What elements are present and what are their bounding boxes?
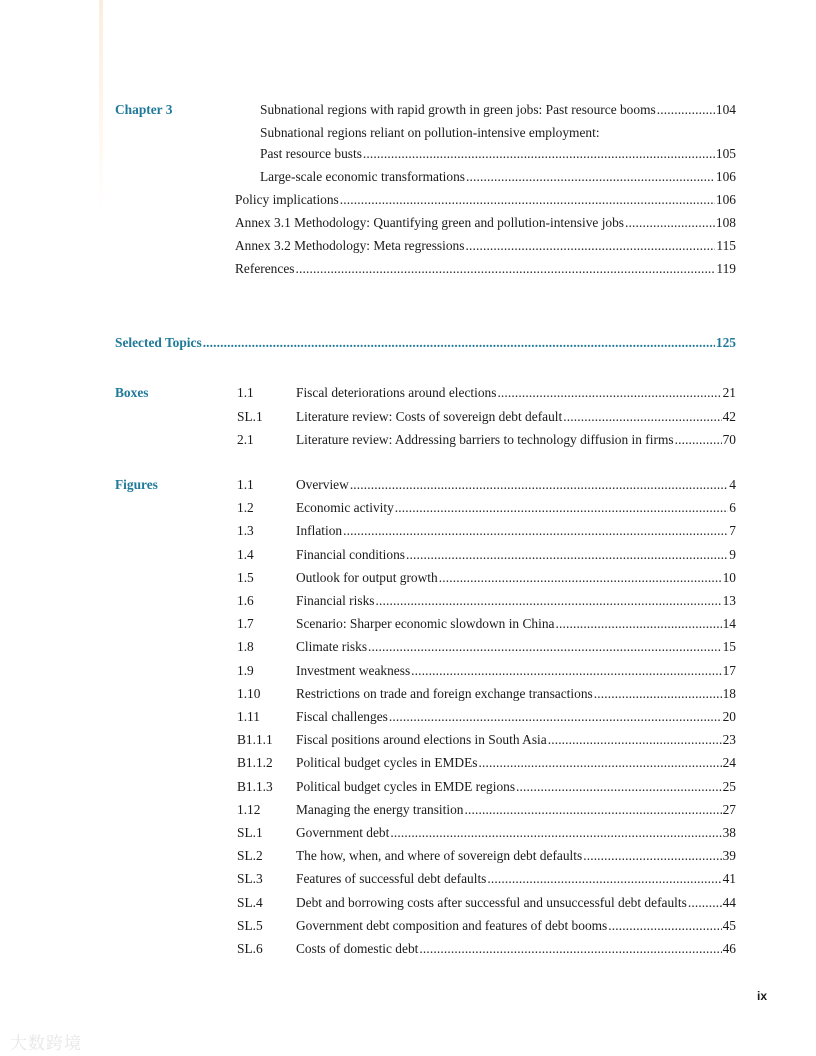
toc-entry[interactable]: [260, 102, 736, 118]
toc-entry-page: 119: [716, 261, 736, 276]
toc-entry-title: Restrictions on trade and foreign exchange transactions: [296, 685, 593, 701]
toc-entry[interactable]: [296, 523, 736, 539]
toc-entry-title: Financial risks: [296, 593, 375, 608]
toc-entry-title: Fiscal deteriorations around elections: [296, 385, 497, 400]
toc-entry-title: Debt and borrowing costs after successful and unsuccessful debt defaults: [296, 894, 687, 910]
entry-number: 1.12: [237, 801, 261, 817]
toc-entry[interactable]: [296, 755, 736, 771]
toc-entry[interactable]: [296, 570, 736, 586]
toc-entry[interactable]: [235, 192, 736, 208]
toc-entry[interactable]: [296, 686, 736, 702]
toc-entry-page: 18: [722, 685, 736, 701]
leader-dots: [390, 825, 721, 841]
toc-entry[interactable]: [296, 941, 736, 957]
page-number: ix: [756, 989, 767, 1003]
entry-number: 1.4: [237, 546, 254, 562]
toc-entry[interactable]: [296, 802, 736, 818]
entry-number: SL.4: [237, 894, 263, 910]
watermark: 大数跨境: [10, 1034, 82, 1054]
figures-label: Figures: [115, 477, 158, 492]
toc-entry-title: Government debt: [296, 825, 390, 840]
toc-entry-title: Subnational regions with rapid growth in green jobs: Past resource booms: [260, 102, 656, 117]
toc-entry[interactable]: [296, 616, 736, 632]
toc-entry-title: Fiscal positions around elections in South Asia: [296, 732, 547, 748]
leader-dots: [340, 192, 715, 208]
leader-dots: [594, 686, 722, 702]
toc-entry-title: Political budget cycles in EMDEs: [296, 755, 478, 771]
leader-dots: [439, 570, 722, 586]
toc-entry[interactable]: [296, 825, 736, 841]
toc-entry-title: Past resource busts: [260, 146, 362, 161]
toc-entry-title: Policy implications: [235, 192, 339, 207]
leader-dots: [389, 709, 722, 725]
leader-dots: [563, 409, 721, 425]
toc-entry[interactable]: [235, 215, 736, 231]
leader-dots: [464, 802, 721, 818]
entry-number: 1.11: [237, 709, 260, 724]
toc-entry-title: Annex 3.1 Methodology: Quantifying green and pollution-intensive jobs: [235, 215, 625, 230]
leader-dots: [203, 335, 715, 351]
toc-entry[interactable]: [296, 871, 736, 887]
entry-number: 1.7: [237, 616, 254, 632]
toc-entry-title: Financial conditions: [296, 546, 405, 562]
toc-entry[interactable]: [260, 146, 736, 162]
toc-entry-title: Overview: [296, 477, 349, 492]
toc-entry-title: Literature review: Costs of sovereign debt default: [296, 408, 563, 424]
toc-entry[interactable]: [296, 385, 736, 401]
toc-entry-page: 45: [722, 917, 736, 933]
toc-entry-title: Outlook for output growth: [296, 569, 438, 585]
leader-dots: [343, 523, 728, 539]
toc-entry-page: 20: [722, 709, 736, 724]
entry-number: 1.5: [237, 569, 254, 585]
entry-number: 1.1: [237, 477, 254, 492]
toc-entry[interactable]: [296, 477, 736, 493]
leader-dots: [625, 215, 715, 231]
selected-topics-label: Selected Topics: [115, 335, 202, 350]
leader-dots: [548, 732, 722, 748]
toc-entry[interactable]: [296, 779, 736, 795]
entry-number: B1.1.3: [237, 778, 273, 794]
toc-entry-page: 25: [722, 778, 736, 794]
toc-entry[interactable]: [296, 732, 736, 748]
toc-entry-title: Annex 3.2 Methodology: Meta regressions: [235, 238, 465, 253]
toc-entry-page: 41: [722, 871, 736, 887]
entry-number: SL.6: [237, 941, 263, 956]
toc-entry-page: 106: [715, 192, 736, 207]
toc-entry[interactable]: [296, 848, 736, 864]
entry-number: 2.1: [237, 432, 254, 447]
selected-topics-entry[interactable]: [115, 335, 736, 351]
toc-entry[interactable]: [296, 895, 736, 911]
selected-topics-page: 125: [715, 335, 736, 350]
entry-number: B1.1.1: [237, 732, 273, 748]
leader-dots: [395, 500, 729, 516]
entry-number: 1.2: [237, 500, 254, 516]
toc-entry-title: Features of successful debt defaults: [296, 871, 487, 887]
toc-entry-page: 21: [722, 385, 736, 400]
toc-entry[interactable]: [296, 709, 736, 725]
toc-entry[interactable]: [296, 500, 736, 516]
toc-entry[interactable]: [296, 547, 736, 563]
toc-entry[interactable]: [296, 432, 736, 448]
entry-number: B1.1.2: [237, 755, 273, 771]
toc-entry-page: 17: [722, 662, 736, 678]
toc-entry-title: Climate risks: [296, 639, 368, 655]
toc-entry-title-line1: Subnational regions reliant on pollution-intensive employment:: [260, 125, 600, 140]
toc-entry-page: 106: [715, 169, 736, 184]
entry-number: SL.1: [237, 408, 263, 424]
toc-entry-page: 6: [729, 500, 736, 516]
toc-entry-title: Costs of domestic debt: [296, 941, 419, 956]
leader-dots: [411, 663, 721, 679]
toc-entry-page: 39: [722, 848, 736, 864]
toc-entry-title: Investment weakness: [296, 662, 411, 678]
toc-entry[interactable]: [235, 238, 736, 254]
leader-dots: [688, 895, 722, 911]
leader-dots: [608, 918, 721, 934]
toc-entry-page: 23: [722, 732, 736, 748]
toc-entry-title: Inflation: [296, 523, 343, 539]
leader-dots: [487, 871, 721, 887]
toc-entry-page: 46: [722, 941, 736, 956]
entry-number: SL.2: [237, 848, 263, 864]
leader-dots: [295, 261, 715, 277]
boxes-label: Boxes: [115, 385, 149, 400]
toc-entry-title: Government debt composition and features of debt booms: [296, 917, 608, 933]
toc-entry-page: 4: [729, 477, 736, 492]
toc-entry-page: 10: [722, 569, 736, 585]
leader-dots: [479, 755, 722, 771]
leader-dots: [363, 146, 715, 162]
toc-entry-page: 108: [715, 215, 736, 230]
toc-entry-page: 13: [722, 593, 736, 608]
toc-entry-page: 115: [716, 238, 736, 253]
leader-dots: [555, 616, 721, 632]
toc-entry-page: 7: [729, 523, 736, 539]
toc-entry-title: Economic activity: [296, 500, 394, 516]
toc-entry-page: 70: [722, 432, 736, 447]
toc-entry[interactable]: [296, 663, 736, 679]
leader-dots: [368, 639, 722, 655]
leader-dots: [583, 848, 721, 864]
entry-number: 1.1: [237, 385, 254, 400]
chapter-3-label: Chapter 3: [115, 102, 173, 117]
toc-entry[interactable]: [235, 261, 736, 277]
entry-number: SL.1: [237, 825, 263, 840]
toc-entry[interactable]: [296, 918, 736, 934]
leader-dots: [466, 169, 715, 185]
toc-entry[interactable]: [296, 409, 736, 425]
toc-entry-page: 24: [722, 755, 736, 771]
toc-entry[interactable]: [296, 639, 736, 655]
toc-entry-title: The how, when, and where of sovereign debt defaults: [296, 848, 583, 864]
toc-entry-page: 14: [722, 616, 736, 632]
entry-number: 1.6: [237, 593, 254, 608]
toc-entry-page: 105: [715, 146, 736, 161]
leader-dots: [375, 593, 721, 609]
leader-dots: [657, 102, 715, 118]
entry-number: SL.3: [237, 871, 263, 887]
toc-entry-title: References: [235, 261, 295, 276]
toc-entry-page: 42: [722, 408, 736, 424]
toc-entry[interactable]: [296, 593, 736, 609]
entry-number: 1.3: [237, 523, 254, 539]
leader-dots: [516, 779, 722, 795]
entry-number: 1.10: [237, 685, 261, 701]
leader-dots: [497, 385, 721, 401]
toc-entry-title: Managing the energy transition: [296, 801, 464, 817]
toc-entry-page: 27: [722, 801, 736, 817]
leader-dots: [465, 238, 715, 254]
leader-dots: [419, 941, 721, 957]
toc-entry-title: Literature review: Addressing barriers to technology diffusion in firms: [296, 432, 674, 447]
entry-number: 1.9: [237, 662, 254, 678]
entry-number: 1.8: [237, 639, 254, 655]
toc-entry-page: 38: [722, 825, 736, 840]
leader-dots: [350, 477, 728, 493]
toc-entry-page: 44: [722, 894, 736, 910]
toc-entry-page: 15: [722, 639, 736, 655]
toc-entry-title: Political budget cycles in EMDE regions: [296, 778, 516, 794]
leader-dots: [675, 432, 722, 448]
toc-entry-title: Scenario: Sharper economic slowdown in China: [296, 616, 555, 632]
page-edge-strip: [99, 0, 103, 210]
toc-entry[interactable]: [260, 169, 736, 185]
toc-entry-page: 9: [729, 546, 736, 562]
leader-dots: [406, 547, 728, 563]
toc-entry-title: Large-scale economic transformations: [260, 169, 465, 184]
toc-entry-title: Fiscal challenges: [296, 709, 388, 724]
entry-number: SL.5: [237, 917, 263, 933]
toc-entry-page: 104: [715, 102, 736, 117]
